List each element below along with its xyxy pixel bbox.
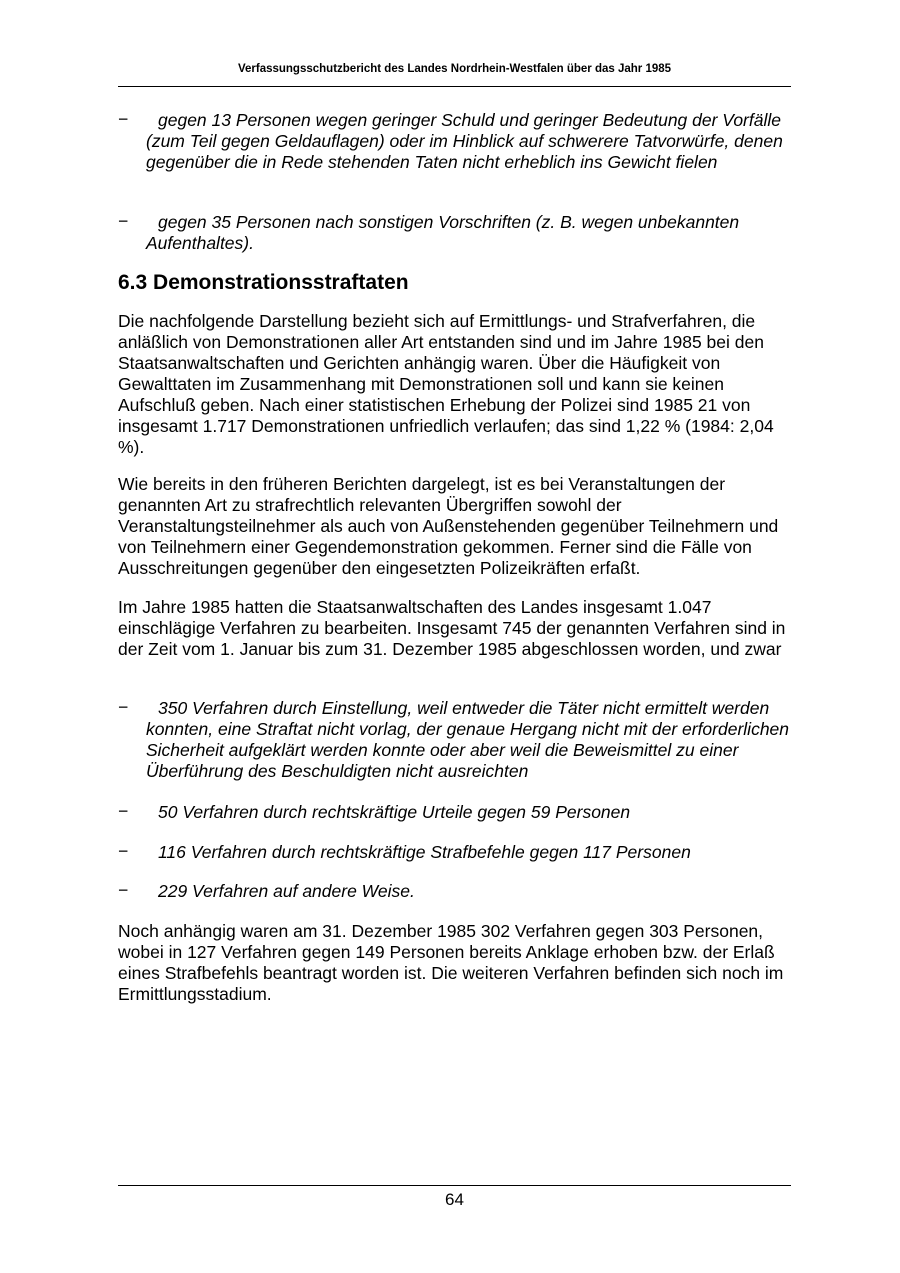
dash-bullet: − xyxy=(118,880,129,900)
closing-paragraph: Noch anhängig waren am 31. Dezember 1985 302 Verfahren gegen 303 Personen, wobei in 127 Verfahren gegen 149 Personen bereits Anklage erhoben bzw. der Erlaß eines Strafbefehls beantragt worden ist. Die weiteren Verfahren befinden sich noch im Ermittlungsstadium. xyxy=(118,921,784,1004)
list-item xyxy=(118,212,791,254)
list-item-text: 350 Verfahren durch Einstellung, weil entweder die Täter nicht ermittelt werden konnten, eine Straftat nicht vorlag, der genaue Hergang nicht mit der erforderlichen Sicherheit aufgeklärt werden konnte oder aber weil die Beweismittel zu einer Überführung des Beschuldigten nicht ausreichten xyxy=(146,698,790,781)
list-item xyxy=(118,698,791,782)
paragraph: Die nachfolgende Darstellung bezieht sich auf Ermittlungs- und Strafverfahren, die anläßlich von Demonstrationen aller Art entstanden sind und im Jahre 1985 bei den Staatsanwaltschaften und Gerichten anhängig waren. Über die Häufigkeit von Gewalttaten im Zusammenhang mit Demonstrationen soll und kann sie keinen Aufschluß geben. Nach einer statistischen Erhebung der Polizei sind 1985 21 von insgesamt 1.717 Demonstrationen unfriedlich verlaufen; das sind 1,22 % (1984: 2,04 %). xyxy=(118,311,774,457)
running-header: Verfassungsschutzbericht des Landes Nordrhein-Westfalen über das Jahr 1985 xyxy=(237,63,672,75)
dash-bullet: − xyxy=(118,697,129,717)
list-item-text: 50 Verfahren durch rechtskräftige Urteile gegen 59 Personen xyxy=(158,802,631,822)
paragraph: Im Jahre 1985 hatten die Staatsanwaltschaften des Landes insgesamt 1.047 einschlägige Verfahren zu bearbeiten. Insgesamt 745 der genannten Verfahren sind in der Zeit vom 1. Januar bis zum 31. Dezember 1985 abgeschlossen worden, und zwar xyxy=(118,597,786,659)
list-item-text: 116 Verfahren durch rechtskräftige Strafbefehle gegen 117 Personen xyxy=(158,842,691,862)
dash-bullet: − xyxy=(118,109,129,129)
dash-bullet: − xyxy=(118,841,129,861)
paragraph: Wie bereits in den früheren Berichten dargelegt, ist es bei Veranstaltungen der genannten Art zu strafrechtlich relevanten Übergriffen sowohl der Veranstaltungsteilnehmer als auch von Außenstehenden gegenüber Teilnehmern und von Teilnehmern einer Gegendemonstration gekommen. Ferner sind die Fälle von Ausschreitungen gegenüber den eingesetzten Polizeikräften erfaßt. xyxy=(118,474,779,578)
dash-bullet: − xyxy=(118,801,129,821)
list-item-text: gegen 13 Personen wegen geringer Schuld und geringer Bedeutung der Vorfälle (zum Teil gegen Geldauflagen) oder im Hinblick auf schwerere Tatvorwürfe, denen gegenüber die in Rede stehenden Taten nicht erheblich ins Gewicht fielen xyxy=(146,110,783,172)
dash-bullet: − xyxy=(118,211,129,231)
list-item xyxy=(118,881,791,902)
list-item-text: 229 Verfahren auf andere Weise. xyxy=(158,881,415,901)
header-rule xyxy=(118,86,791,87)
document-page xyxy=(118,0,791,1273)
list-item xyxy=(118,842,791,863)
section-heading: 6.3 Demonstrationsstraftaten xyxy=(118,271,409,294)
footer-rule xyxy=(118,1185,791,1186)
list-item xyxy=(118,802,791,823)
list-item xyxy=(118,110,791,173)
list-item-text: gegen 35 Personen nach sonstigen Vorschriften (z. B. wegen unbekannten Aufenthaltes). xyxy=(146,212,740,253)
page-number: 64 xyxy=(445,1190,464,1209)
